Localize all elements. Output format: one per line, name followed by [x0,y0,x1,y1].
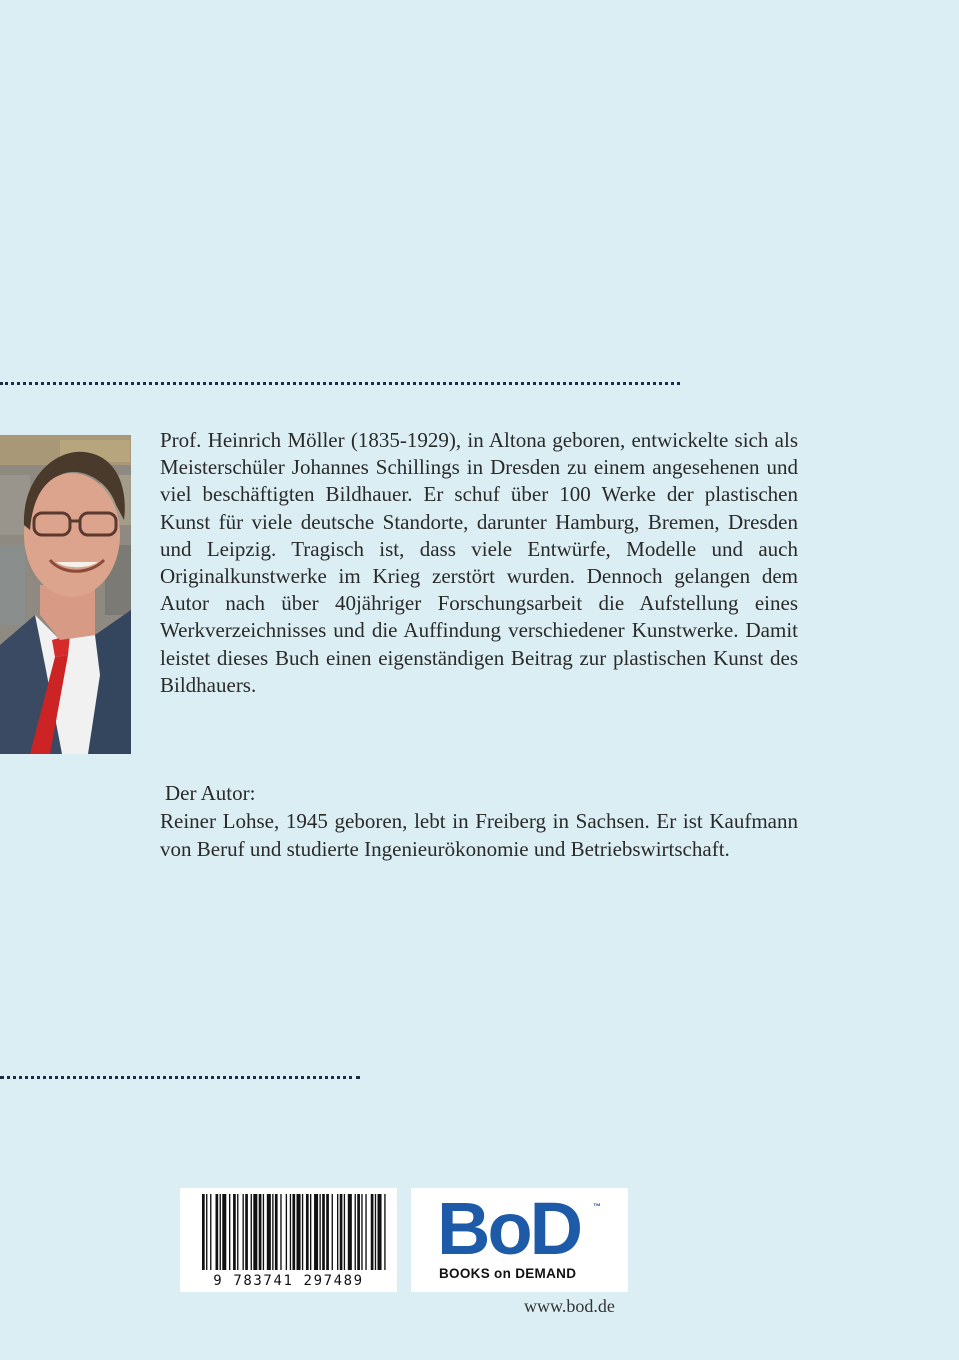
barcode-bar [384,1194,385,1270]
barcode-bar [361,1194,362,1270]
barcode-bar [216,1194,219,1270]
trademark-symbol: ™ [593,1202,601,1211]
barcode-bar [263,1194,264,1270]
barcode-bar [357,1194,360,1270]
barcode-bar [286,1194,287,1270]
barcode-bar [355,1194,356,1270]
barcode-bar [375,1194,376,1270]
barcode-bar [202,1194,205,1270]
barcode-bar [365,1194,366,1270]
barcode-bar [319,1194,320,1270]
barcode-bar [251,1194,252,1270]
dotted-divider-bottom [0,1076,360,1079]
barcode-bar [222,1194,226,1270]
barcode-bar [253,1194,257,1270]
author-heading: Der Autor: [165,781,256,805]
barcode-bar [326,1194,329,1270]
book-description: Prof. Heinrich Möller (1835-1929), in Altona geboren, entwickelte sich als Meisterschüler Johannes Schillings in Dresden zu einem angesehenen und viel beschäftigten Bildhauer. Er schuf über 100 Werke der plastischen Kunst für viele deutsche Standorte, darunter Hamburg, Bremen, Dresden und Leipzig. Tragisch ist, dass viele Entwürfe, Modelle und auch Originalkunstwerke im Krieg zerstört wurden. Dennoch gelangen dem Autor nach über 40jähriger Forschungsarbeit die Aufstellung eines Werkverzeichnisses und die Auffindung verschiedener Kunstwerke. Damit leistet dieses Buch einen eigenständigen Beitrag zur plastischen Kunst des Bildhauers. [160,428,798,697]
publisher-url: www.bod.de [524,1296,615,1316]
barcode-bar [267,1194,271,1270]
dotted-divider-top [0,382,680,385]
barcode-bar [306,1194,309,1270]
barcode-bar [302,1194,303,1270]
barcode-bar [344,1194,345,1270]
isbn-barcode [180,1188,397,1292]
barcode-bar [243,1194,244,1270]
barcode-bar [322,1194,325,1270]
barcode-bar [332,1194,333,1270]
barcode-bar [259,1194,262,1270]
barcode-bar [371,1194,374,1270]
barcode-bar [229,1194,230,1270]
barcode-bar [290,1194,291,1270]
barcode-bar [310,1194,311,1270]
barcode-bar [337,1194,338,1270]
barcode-bar [280,1194,281,1270]
isbn-digits: 9 783741 297489 [213,1273,364,1289]
barcode-bar [297,1194,301,1270]
barcode-bar [245,1194,248,1270]
barcode-bar [233,1194,236,1270]
publisher-logo-box [411,1188,628,1292]
barcode-bar [378,1194,382,1270]
bod-logo: BoD [437,1187,581,1270]
barcode-bar [292,1194,295,1270]
barcode-bar [237,1194,238,1270]
publisher-tagline: BOOKS on DEMAND [439,1266,577,1281]
barcode-bar [272,1194,273,1270]
barcode-bar [206,1194,207,1270]
barcode-bar [340,1194,343,1270]
barcode-bar [348,1194,352,1270]
barcode-bar [210,1194,211,1270]
barcode-bar [275,1194,278,1270]
author-biography: Reiner Lohse, 1945 geboren, lebt in Freiberg in Sachsen. Er ist Kaufmann von Beruf und studierte Ingenieurökonomie und Betriebswirtschaft. [160,809,798,861]
barcode-bar [220,1194,221,1270]
author-photo [0,435,131,754]
barcode-bar [314,1194,318,1270]
